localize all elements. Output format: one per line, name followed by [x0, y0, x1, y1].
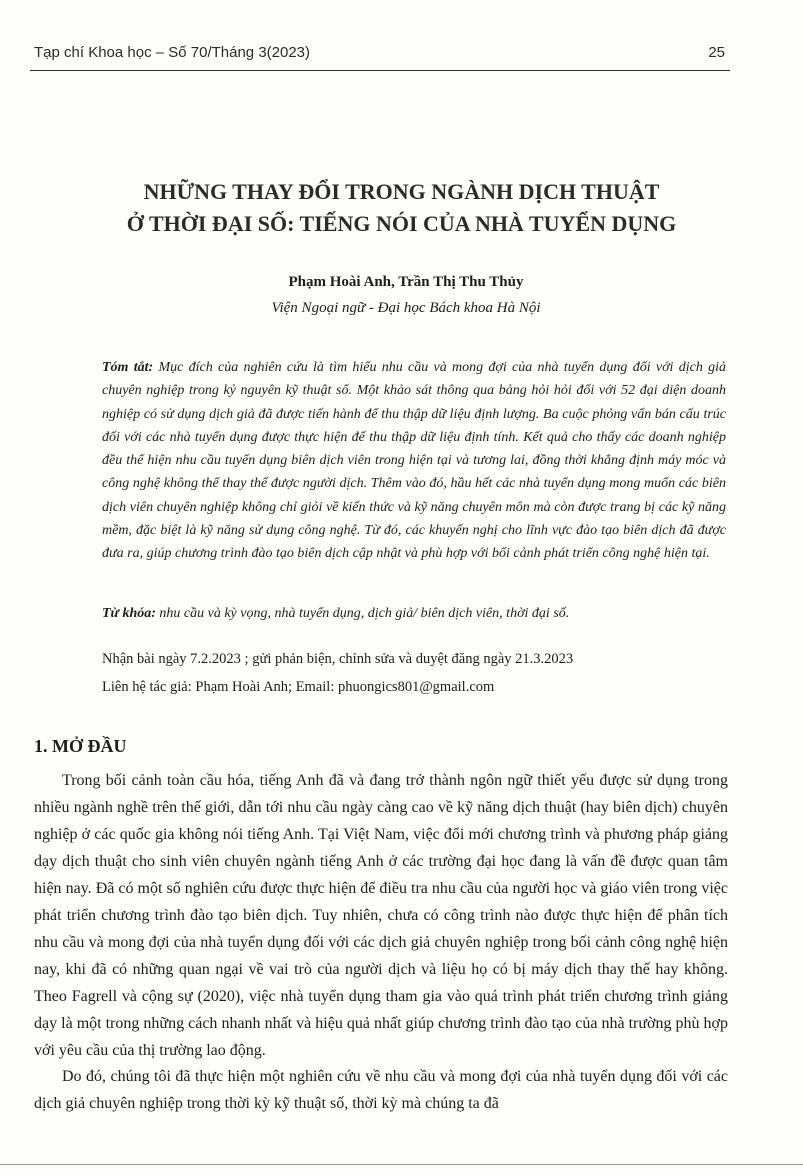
title-line-1: NHỮNG THAY ĐỔI TRONG NGÀNH DỊCH THUẬT — [143, 179, 660, 204]
keywords-text: nhu cầu và kỳ vọng, nhà tuyển dụng, dịch giả/ biên dịch viên, thời đại số. — [159, 606, 570, 621]
author-contact: Liên hệ tác giả: Phạm Hoài Anh; Email: phuongics801@gmail.com — [102, 679, 495, 695]
keywords-label: Từ khóa: — [102, 606, 156, 621]
body-paragraph: Do đó, chúng tôi đã thực hiện một nghiên cứu về nhu cầu và mong đợi của nhà tuyển dụng đối với các dịch giả chuyên nghiệp trong thời kỳ kỹ thuật số, thời kỳ mà chúng ta đã — [34, 1068, 728, 1112]
journal-name: Tạp chí Khoa học – Số 70/Tháng 3(2023) — [34, 44, 311, 61]
author-affiliation: Viện Ngoại ngữ - Đại học Bách khoa Hà Nội — [271, 300, 541, 316]
received-dates: Nhận bài ngày 7.2.2023 ; gửi phản biện, chỉnh sửa và duyệt đăng ngày 21.3.2023 — [102, 651, 574, 667]
section-heading: 1. MỞ ĐẦU — [34, 736, 127, 756]
title-line-2: Ở THỜI ĐẠI SỐ: TIẾNG NÓI CỦA NHÀ TUYỂN DỤNG — [126, 211, 677, 236]
abstract — [102, 356, 726, 566]
keywords — [102, 603, 726, 625]
abstract-label: Tóm tắt: — [102, 360, 154, 375]
abstract-text: Mục đích của nghiên cứu là tìm hiểu nhu cầu và mong đợi của nhà tuyển dụng đối với dịch giả chuyên nghiệp trong kỷ nguyên kỹ thuật số. Một khảo sát thông qua bảng hỏi hỏi đối với 52 đại diện doanh nghiệp có sử dụng dịch giả đã được tiến hành để thu thập dữ liệu định lượng. Ba cuộc phỏng vấn bán cấu trúc đối với các nhà tuyển dụng được thực hiện để thu thập dữ liệu định tính. Kết quả cho thấy các doanh nghiệp đều thể hiện nhu cầu tuyển dụng biên dịch viên trong hiện tại và tương lai, đồng thời khẳng định máy móc và công nghệ không thể thay thế được người dịch. Thêm vào đó, hầu hết các nhà tuyển dụng mong muốn các biên dịch viên chuyên nghiệp không chỉ giỏi về kiến thức và kỹ năng chuyên môn mà còn được trang bị các kỹ năng mềm, đặc biệt là kỹ năng sử dụng công nghệ. Từ đó, các khuyến nghị cho lĩnh vực đào tạo biên dịch đã được đưa ra, giúp chương trình đào tạo biên dịch cập nhật và phù hợp với bối cảnh phát triển công nghệ hiện tại. — [102, 360, 726, 562]
page-bottom-edge — [0, 1164, 803, 1165]
author-names: Phạm Hoài Anh, Trần Thị Thu Thủy — [288, 274, 524, 290]
article-title — [0, 176, 803, 240]
body-paragraph: Trong bối cảnh toàn cầu hóa, tiếng Anh đã và đang trở thành ngôn ngữ thiết yếu được sử dụng trong nhiều ngành nghề trên thế giới, dẫn tới nhu cầu ngày càng cao về kỹ năng dịch thuật (hay biên dịch) chuyên nghiệp ở các quốc gia không nói tiếng Anh. Tại Việt Nam, việc đổi mới chương trình và phương pháp giảng dạy dịch thuật cho sinh viên chuyên ngành tiếng Anh ở các trường đại học đang là vấn đề được quan tâm hiện nay. Đã có một số nghiên cứu được thực hiện để điều tra nhu cầu của người học và giáo viên trong việc phát triển chương trình đào tạo biên dịch. Tuy nhiên, chưa có công trình nào được thực hiện để phân tích nhu cầu và mong đợi của nhà tuyển dụng đối với các dịch giả chuyên nghiệp trong bối cảnh công nghệ hiện nay, khi đã có những quan ngại về vai trò của người dịch và liệu họ có bị máy dịch thay thế hay không. Theo Fagrell và cộng sự (2020), việc nhà tuyển dụng tham gia vào quá trình phát triển chương trình giảng dạy là một trong những cách nhanh nhất và hiệu quả nhất giúp chương trình đào tạo của nhà trường phù hợp với yêu cầu của thị trường lao động. — [34, 772, 728, 1059]
header-divider — [30, 70, 730, 71]
page-number: 25 — [708, 44, 725, 61]
running-header — [34, 44, 725, 61]
